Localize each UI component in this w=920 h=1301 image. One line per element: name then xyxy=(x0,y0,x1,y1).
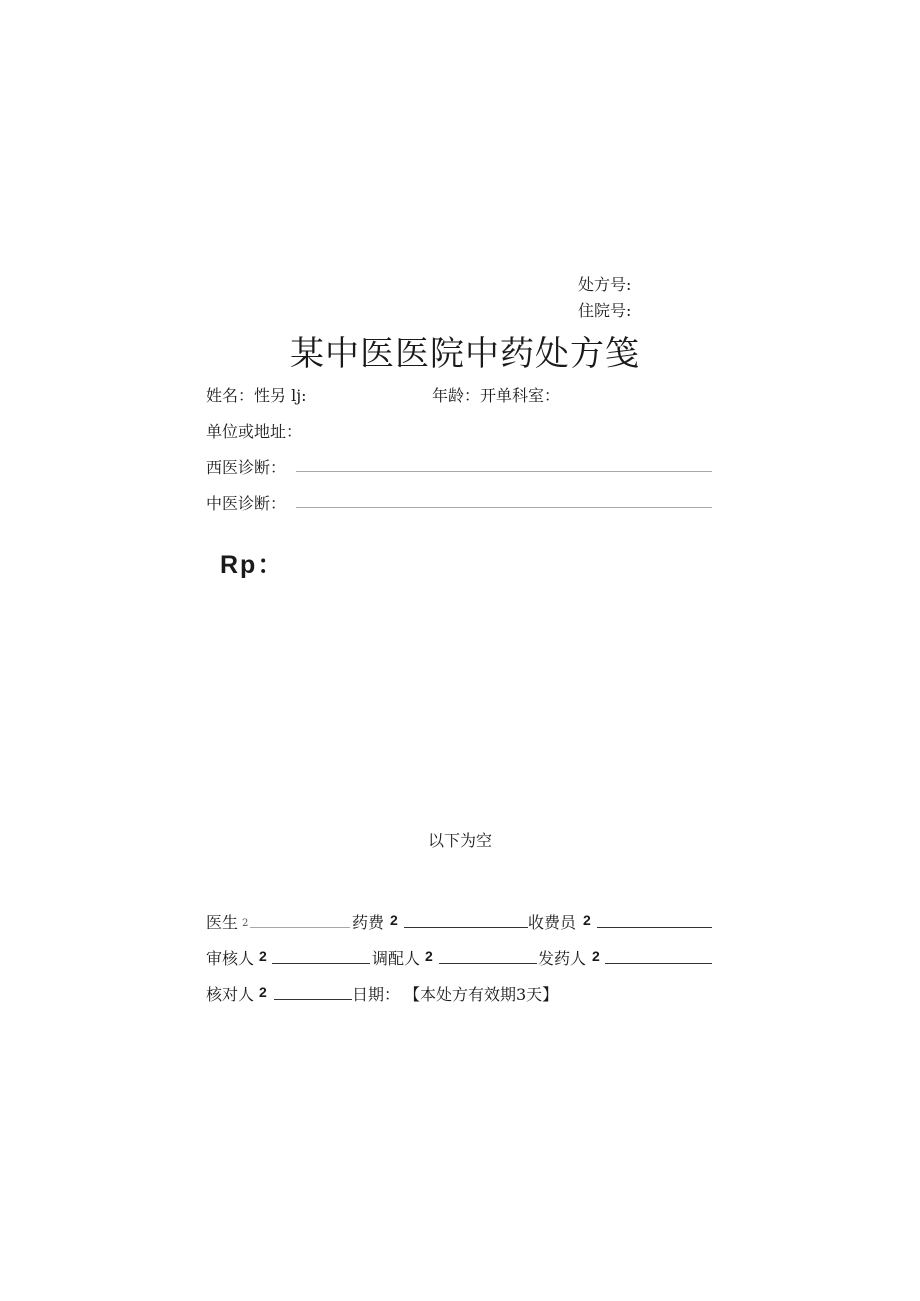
age-department-label: 年龄：开单科室： xyxy=(432,386,561,405)
checker-mark: 2 xyxy=(259,984,267,1000)
prescription-number-label: 处方号: xyxy=(578,275,632,294)
western-diagnosis-label: 西医诊断： xyxy=(206,458,287,477)
name-gender-label: 姓名：性另 lj: xyxy=(206,386,307,405)
checker-line xyxy=(274,998,352,1000)
tcm-diagnosis-field xyxy=(296,507,712,508)
tcm-diagnosis-label: 中医诊断： xyxy=(206,494,287,513)
cashier-label: 收费员 xyxy=(528,913,577,932)
reviewer-label: 审核人 xyxy=(206,949,255,968)
doctor-signature-line xyxy=(250,927,350,928)
reviewer-mark: 2 xyxy=(259,948,267,964)
issuer-mark: 2 xyxy=(592,948,600,964)
rp-label: Rp： xyxy=(220,551,285,579)
reviewer-line xyxy=(272,962,370,964)
validity-note: 【本处方有效期3天】 xyxy=(404,985,559,1004)
address-label: 单位或地址： xyxy=(206,422,303,441)
dispenser-label: 调配人 xyxy=(372,949,421,968)
drug-fee-mark: 2 xyxy=(390,912,398,928)
dispenser-mark: 2 xyxy=(425,948,433,964)
issuer-line xyxy=(605,962,712,964)
admission-number-label: 住院号: xyxy=(578,301,632,320)
cashier-mark: 2 xyxy=(583,912,591,928)
issuer-label: 发药人 xyxy=(538,949,587,968)
cashier-line xyxy=(597,926,712,928)
blank-below-note: 以下为空 xyxy=(428,831,493,850)
doctor-label: 医生 xyxy=(206,913,239,932)
doctor-mark: 2 xyxy=(242,918,249,929)
checker-label: 核对人 xyxy=(206,985,255,1004)
western-diagnosis-field xyxy=(296,471,712,472)
document-title: 某中医医院中药处方笺 xyxy=(290,334,640,374)
drug-fee-line xyxy=(404,926,528,928)
drug-fee-label: 药费 xyxy=(352,913,385,932)
date-label: 日期： xyxy=(352,985,401,1004)
dispenser-line xyxy=(439,962,537,964)
